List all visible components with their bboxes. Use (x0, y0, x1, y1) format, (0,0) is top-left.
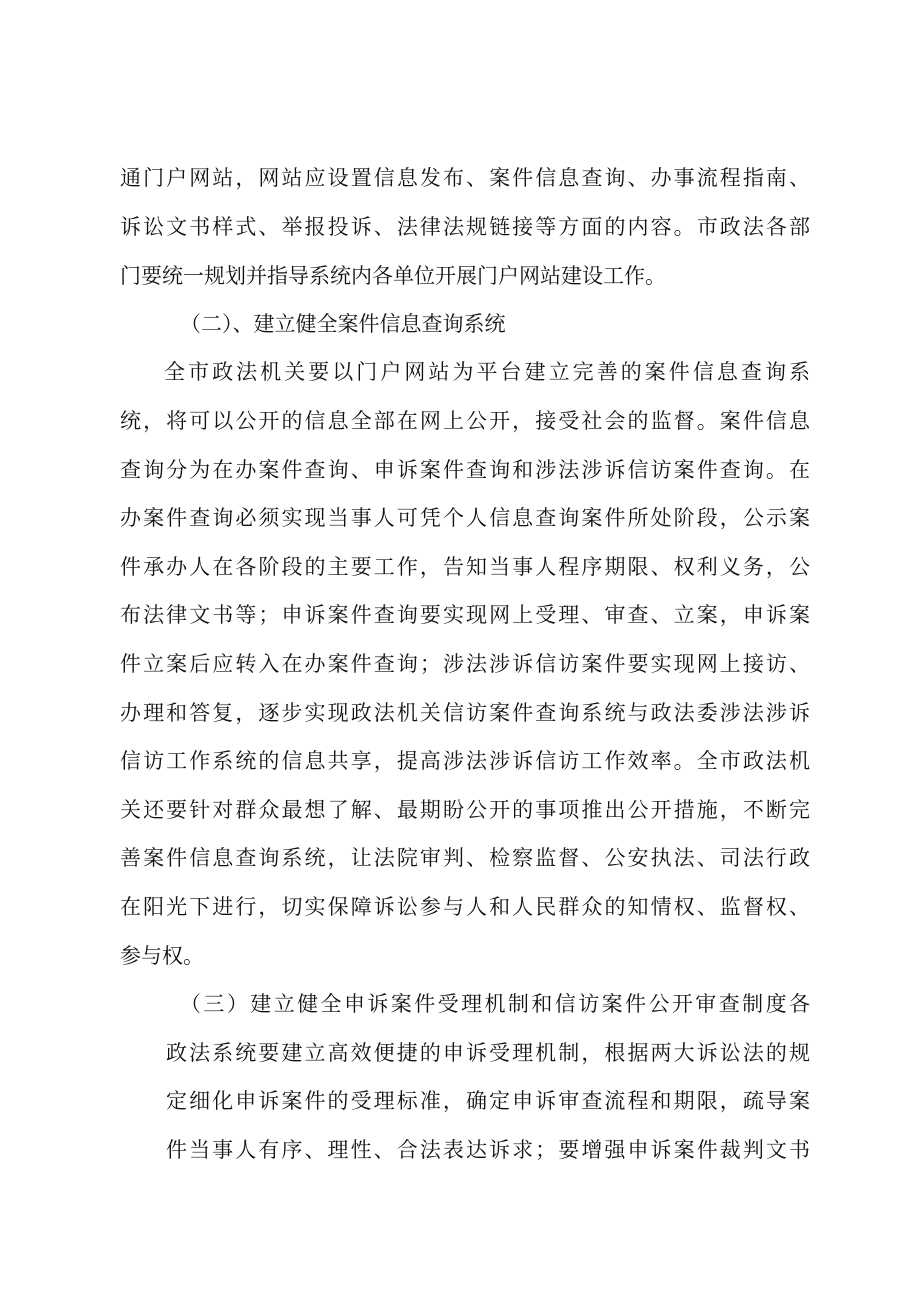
paragraph-1-line-1: 通门户网站，网站应设置信息发布、案件信息查询、办事流程指南、 (120, 166, 810, 190)
paragraph-2-line-11: 善案件信息查询系统，让法院审判、检察监督、公安执法、司法行政 (120, 846, 810, 870)
paragraph-2-line-3: 查询分为在办案件查询、申诉案件查询和涉法涉诉信访案件查询。在 (120, 458, 810, 482)
paragraph-2-line-2: 统，将可以公开的信息全部在网上公开，接受社会的监督。案件信息 (120, 409, 810, 433)
paragraph-1-line-3: 门要统一规划并指导系统内各单位开展门户网站建设工作。 (120, 264, 666, 288)
paragraph-2-line-12: 在阳光下进行，切实保障诉讼参与人和人民群众的知情权、监督权、 (120, 895, 810, 919)
section-heading-3: （三）建立健全申诉案件受理机制和信访案件公开审查制度各 (180, 992, 810, 1016)
paragraph-2-line-6: 布法律文书等；申诉案件查询要实现网上受理、审查、立案，申诉案 (120, 603, 810, 627)
paragraph-2-line-10: 关还要针对群众最想了解、最期盼公开的事项推出公开措施，不断完 (120, 798, 810, 822)
paragraph-3-line-2: 定细化申诉案件的受理标准，确定申诉审查流程和期限，疏导案 (166, 1089, 810, 1113)
paragraph-1-line-2: 诉讼文书样式、举报投诉、法律法规链接等方面的内容。市政法各部 (120, 215, 810, 239)
paragraph-2-line-4: 办案件查询必须实现当事人可凭个人信息查询案件所处阶段，公示案 (120, 506, 810, 530)
paragraph-3-line-3: 件当事人有序、理性、合法表达诉求；要增强申诉案件裁判文书 (166, 1138, 810, 1162)
paragraph-2-line-5: 件承办人在各阶段的主要工作，告知当事人程序期限、权利义务，公 (120, 555, 810, 579)
paragraph-2-line-8: 办理和答复，逐步实现政法机关信访案件查询系统与政法委涉法涉诉 (120, 701, 810, 725)
paragraph-2-line-7: 件立案后应转入在办案件查询；涉法涉诉信访案件要实现网上接访、 (120, 652, 810, 676)
paragraph-2-line-9: 信访工作系统的信息共享，提高涉法涉诉信访工作效率。全市政法机 (120, 749, 810, 773)
paragraph-2-line-13: 参与权。 (120, 944, 204, 968)
section-heading-2: （二）、建立健全案件信息查询系统 (180, 312, 506, 336)
paragraph-3-line-1: 政法系统要建立高效便捷的申诉受理机制，根据两大诉讼法的规 (166, 1041, 810, 1065)
paragraph-2-line-1: 全市政法机关要以门户网站为平台建立完善的案件信息查询系 (164, 360, 810, 384)
